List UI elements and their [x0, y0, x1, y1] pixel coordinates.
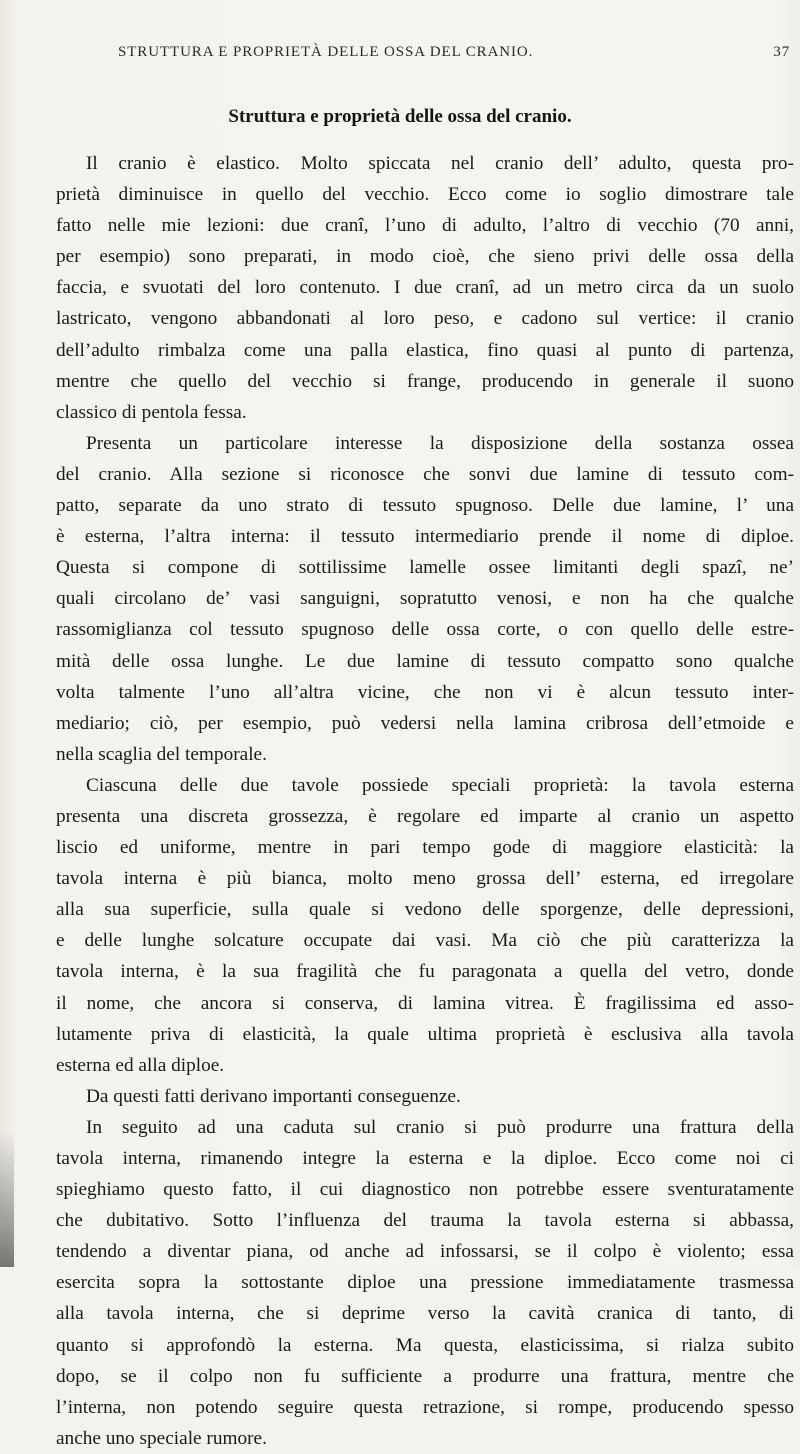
text-line: patto, separate da uno strato di tessuto spugnoso. Delle due lamine, l’ una	[56, 495, 794, 517]
text-line: In seguito ad una caduta sul cranio si può produrre una frattura della	[86, 1116, 794, 1138]
text-line: è esterna, l’altra interna: il tessuto intermediario prende il nome di diploe.	[56, 526, 794, 548]
text-line: esercita sopra la sottostante diploe una pressione immediatamente trasmessa	[56, 1272, 794, 1294]
text-line: presenta una discreta grossezza, è regolare ed imparte al cranio un aspetto	[56, 805, 794, 827]
text-line: mediario; ciò, per esempio, può vedersi nella lamina cribrosa dell’etmoide e	[56, 712, 794, 734]
section-heading: Struttura e proprietà delle ossa del cranio.	[228, 106, 572, 127]
paragraph	[56, 1081, 794, 1112]
text-line: lutamente priva di elasticità, la quale ultima proprietà è esclusiva alla tavola	[56, 1023, 794, 1045]
body-text	[56, 148, 794, 1454]
text-line: Da questi fatti derivano importanti conseguenze.	[86, 1085, 461, 1107]
text-line: mità delle ossa lunghe. Le due lamine di tessuto compatto sono qualche	[56, 650, 794, 672]
text-line: mentre che quello del vecchio si frange, producendo in generale il suono	[56, 370, 794, 392]
text-line: e delle lunghe solcature occupate dai vasi. Ma ciò che più caratterizza la	[56, 930, 794, 952]
text-line: per esempio) sono preparati, in modo cioè, che sieno privi delle ossa della	[56, 246, 794, 268]
text-line: che dubitativo. Sotto l’influenza del trauma la tavola esterna si abbassa,	[56, 1210, 794, 1232]
paragraph	[56, 1112, 794, 1454]
text-line: liscio ed uniforme, mentre in pari tempo gode di maggiore elasticità: la	[56, 837, 794, 859]
text-line: del cranio. Alla sezione si riconosce che sonvi due lamine di tessuto com-	[56, 463, 794, 485]
text-line: tendendo a diventar piana, od anche ad infossarsi, se il colpo è violento; essa	[56, 1241, 794, 1263]
text-line: nella scaglia del temporale.	[56, 743, 267, 765]
text-line: lastricato, vengono abbandonati al loro peso, e cadono sul vertice: il cranio	[56, 308, 794, 330]
paragraph	[56, 428, 794, 770]
text-line: tavola interna è più bianca, molto meno grossa dell’ esterna, ed irregolare	[56, 868, 794, 890]
text-line: Questa si compone di sottilissime lamelle ossee limitanti degli spazî, ne’	[56, 557, 794, 579]
text-line: classico di pentola fessa.	[56, 401, 247, 423]
text-line: tavola interna, rimanendo integre la esterna e la diploe. Ecco come noi ci	[56, 1148, 794, 1169]
paragraph	[56, 770, 794, 1081]
page-number: 37	[773, 44, 790, 60]
text-line: Ciascuna delle due tavole possiede speciali proprietà: la tavola esterna	[86, 774, 794, 796]
text-line: quali circolano de’ vasi sanguigni, sopratutto venosi, e non ha che qualche	[56, 588, 794, 610]
paragraph	[56, 148, 794, 428]
text-line: fatto nelle mie lezioni: due cranî, l’uno di adulto, l’altro di vecchio (70 anni,	[56, 215, 794, 237]
text-line: alla sua superficie, sulla quale si vedono delle sporgenze, delle depressioni,	[56, 899, 794, 921]
text-line: spieghiamo questo fatto, il cui diagnostico non potrebbe essere sventuratamente	[56, 1179, 794, 1201]
page-edge-shadow	[0, 1130, 14, 1267]
text-line: rassomiglianza col tessuto spugnoso delle ossa corte, o con quello delle estre-	[56, 619, 794, 641]
text-line: faccia, e svuotati del loro contenuto. I due cranî, ad un metro circa da un suolo	[56, 277, 794, 299]
text-line: quanto si approfondò la esterna. Ma questa, elasticissima, si rialza subito	[56, 1334, 794, 1356]
text-line: anche uno speciale rumore.	[56, 1427, 267, 1449]
text-line: prietà diminuisce in quello del vecchio. Ecco come io soglio dimostrare tale	[56, 184, 794, 206]
text-line: dopo, se il colpo non fu sufficiente a produrre una frattura, mentre che	[56, 1365, 794, 1387]
text-line: l’interna, non potendo seguire questa retrazione, si rompe, producendo spesso	[56, 1396, 794, 1418]
text-line: il nome, che ancora si conserva, di lamina vitrea. È fragilissima ed asso-	[56, 992, 794, 1014]
text-line: volta talmente l’uno all’altra vicine, che non vi è alcun tessuto inter-	[56, 681, 794, 703]
text-line: esterna ed alla diploe.	[56, 1054, 225, 1076]
text-line: dell’adulto rimbalza come una palla elastica, fino quasi al punto di partenza,	[56, 339, 794, 361]
running-head-title: STRUTTURA E PROPRIETÀ DELLE OSSA DEL CRANIO.	[118, 44, 534, 60]
text-line: tavola interna, è la sua fragilità che fu paragonata a quella del vetro, donde	[56, 961, 794, 983]
text-line: Il cranio è elastico. Molto spiccata nel cranio dell’ adulto, questa pro-	[86, 153, 794, 174]
text-line: Presenta un particolare interesse la disposizione della sostanza ossea	[86, 432, 794, 454]
text-line: alla tavola interna, che si deprime verso la cavità cranica di tanto, di	[56, 1303, 794, 1325]
